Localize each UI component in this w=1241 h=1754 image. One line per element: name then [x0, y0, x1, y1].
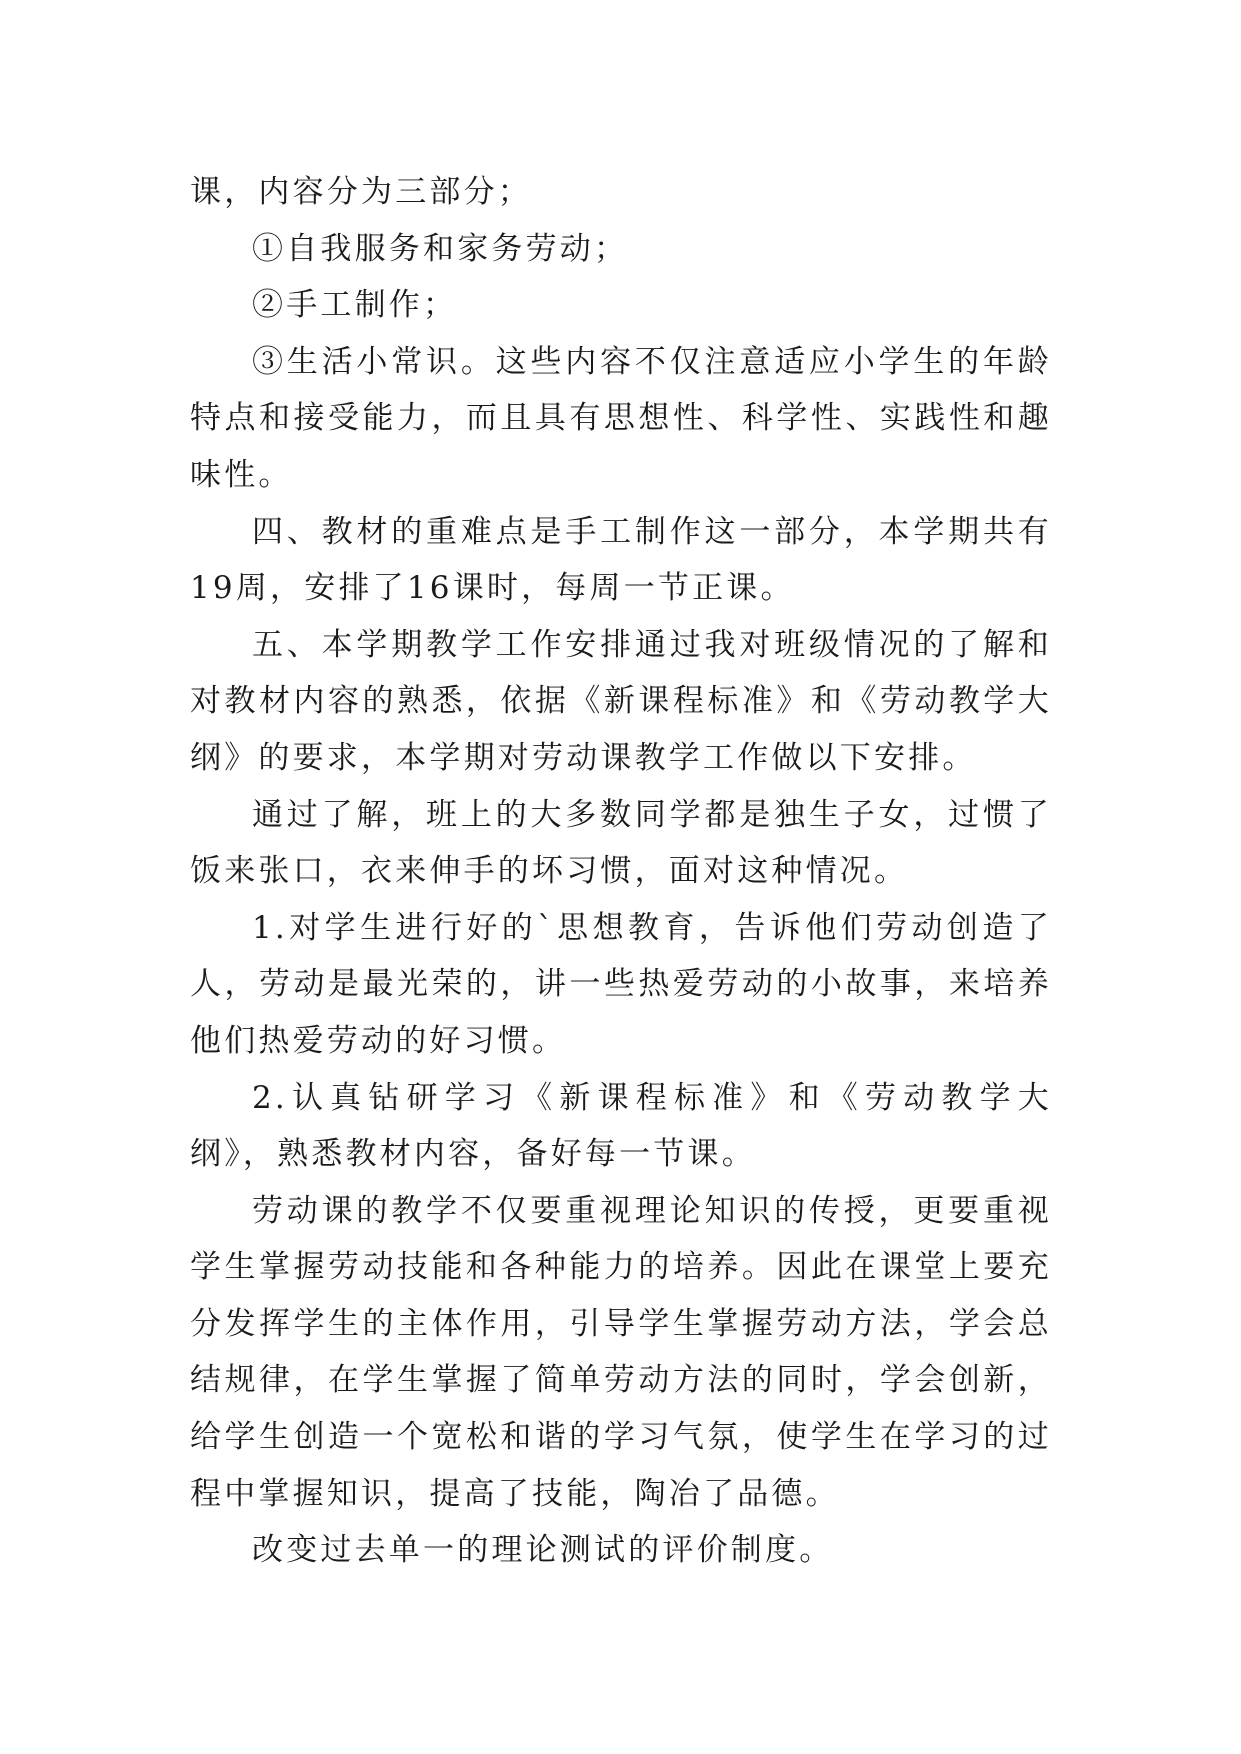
- paragraph-2: ①自我服务和家务劳动；: [252, 230, 629, 267]
- paragraph-4: ③生活小常识。这些内容不仅注意适应小学生的年龄特点和接受能力，而且具有思想性、科学性、实践性和趣味性。: [190, 343, 1052, 493]
- paragraph-7: 通过了解，班上的大多数同学都是独生子女，过惯了饭来张口，衣来伸手的坏习惯，面对这种情况。: [190, 796, 1052, 890]
- paragraph-5: 四、教材的重难点是手工制作这一部分，本学期共有19周，安排了16课时，每周一节正课。: [190, 513, 1052, 607]
- paragraph-3: ②手工制作；: [252, 287, 458, 324]
- paragraph-9: 2.认真钻研学习《新课程标准》和《劳动教学大纲》，熟悉教材内容，备好每一节课。: [190, 1079, 1052, 1173]
- document-body: [190, 164, 1052, 1579]
- paragraph-11: 改变过去单一的理论测试的评价制度。: [252, 1532, 834, 1569]
- paragraph-6: 五、本学期教学工作安排通过我对班级情况的了解和对教材内容的熟悉，依据《新课程标准》和《劳动教学大纲》的要求，本学期对劳动课教学工作做以下安排。: [190, 626, 1052, 776]
- paragraph-8: 1.对学生进行好的`思想教育，告诉他们劳动创造了人，劳动是最光荣的，讲一些热爱劳动的小故事，来培养他们热爱劳动的好习惯。: [190, 909, 1052, 1059]
- paragraph-10: 劳动课的教学不仅要重视理论知识的传授，更要重视学生掌握劳动技能和各种能力的培养。因此在课堂上要充分发挥学生的主体作用，引导学生掌握劳动方法，学会总结规律，在学生掌握了简单劳动方法的同时，学会创新，给学生创造一个宽松和谐的学习气氛，使学生在学习的过程中掌握知识，提高了技能，陶冶了品德。: [190, 1192, 1052, 1512]
- paragraph-1: 课，内容分为三部分；: [190, 174, 532, 210]
